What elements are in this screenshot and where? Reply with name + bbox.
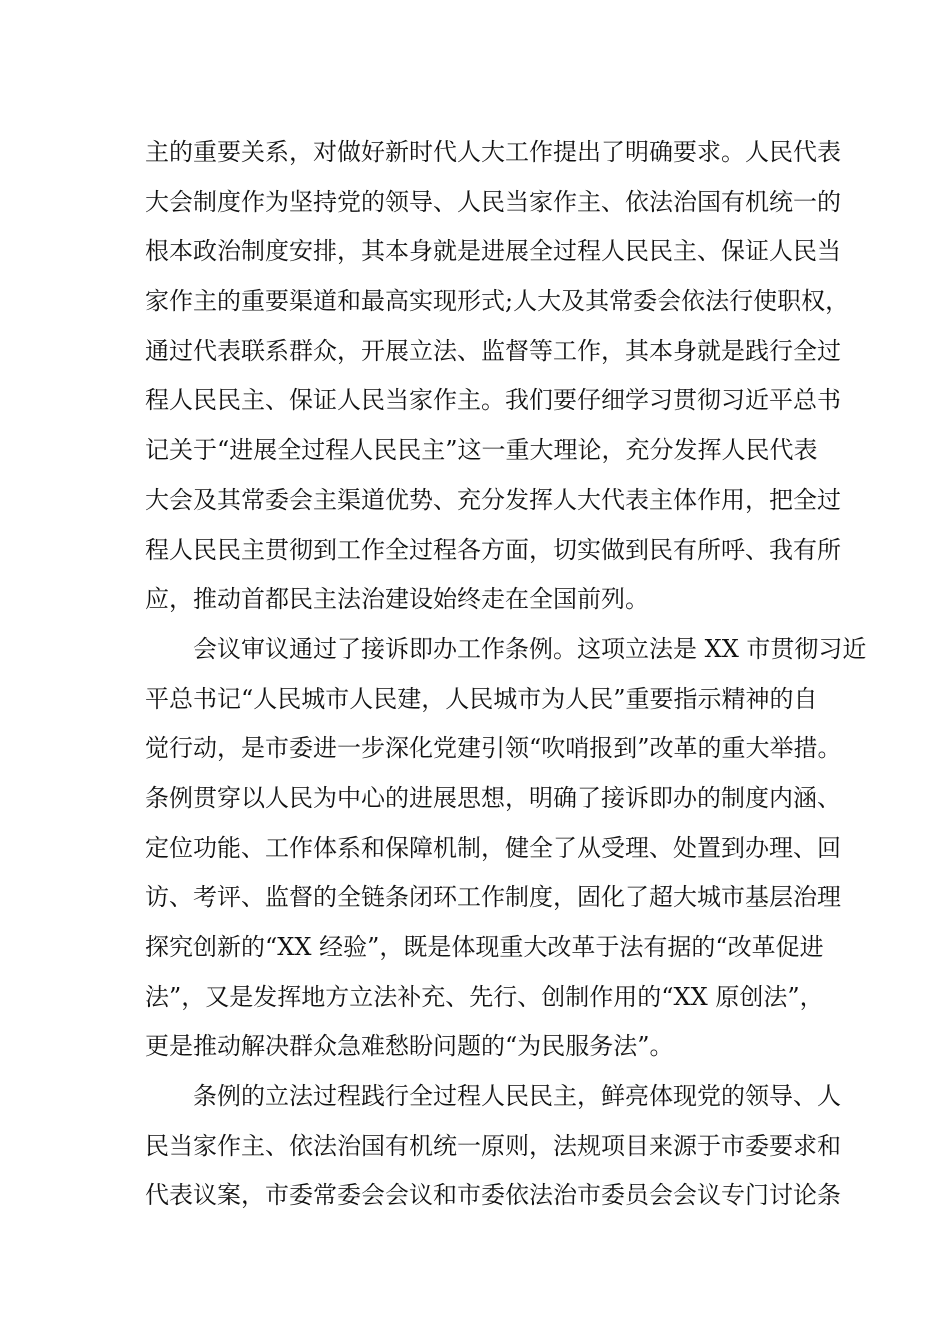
text-line: 记关于“进展全过程人民民主”这一重大理论，充分发挥人民代表 — [145, 436, 818, 465]
text-line: 应，推动首都民主法治建设始终走在全国前列。 — [145, 585, 649, 614]
text-line: 定位功能、工作体系和保障机制，健全了从受理、处置到办理、回 — [145, 833, 841, 862]
text-line: 法”，又是发挥地方立法补充、先行、创制作用的“XX 原创法”， — [145, 982, 824, 1011]
paragraph-start-line: 条例的立法过程践行全过程人民民主，鲜亮体现党的领导、人 — [193, 1082, 841, 1111]
text-line: 更是推动解决群众急难愁盼问题的“为民服务法”。 — [145, 1032, 674, 1061]
text-line: 家作主的重要渠道和最高实现形式;人大及其常委会依法行使职权， — [145, 287, 850, 316]
text-line: 条例贯穿以人民为中心的进展思想，明确了接诉即办的制度内涵、 — [145, 783, 841, 812]
text-line: 程人民民主贯彻到工作全过程各方面，切实做到民有所呼、我有所 — [145, 535, 841, 564]
text-line: 觉行动，是市委进一步深化党建引领“吹哨报到”改革的重大举措。 — [145, 734, 842, 763]
text-line: 大会制度作为坚持党的领导、人民当家作主、依法治国有机统一的 — [145, 187, 841, 216]
text-line: 民当家作主、依法治国有机统一原则，法规项目来源于市委要求和 — [145, 1131, 841, 1160]
text-line: 代表议案，市委常委会会议和市委依法治市委员会会议专门讨论条 — [145, 1181, 841, 1210]
paragraph-start-line: 会议审议通过了接诉即办工作条例。这项立法是 XX 市贯彻习近 — [193, 634, 867, 663]
text-line: 平总书记“人民城市人民建，人民城市为人民”重要指示精神的自 — [145, 684, 818, 713]
text-line: 大会及其常委会主渠道优势、充分发挥人大代表主体作用，把全过 — [145, 485, 841, 514]
text-line: 程人民民主、保证人民当家作主。我们要仔细学习贯彻习近平总书 — [145, 386, 841, 415]
text-line: 通过代表联系群众，开展立法、监督等工作，其本身就是践行全过 — [145, 336, 841, 365]
document-body — [145, 128, 867, 1221]
text-line: 根本政治制度安排，其本身就是进展全过程人民民主、保证人民当 — [145, 237, 841, 266]
text-line: 主的重要关系，对做好新时代人大工作提出了明确要求。人民代表 — [145, 138, 841, 166]
text-line: 访、考评、监督的全链条闭环工作制度，固化了超大城市基层治理 — [145, 883, 841, 912]
text-line: 探究创新的“XX 经验”，既是体现重大改革于法有据的“改革促进 — [145, 933, 824, 961]
